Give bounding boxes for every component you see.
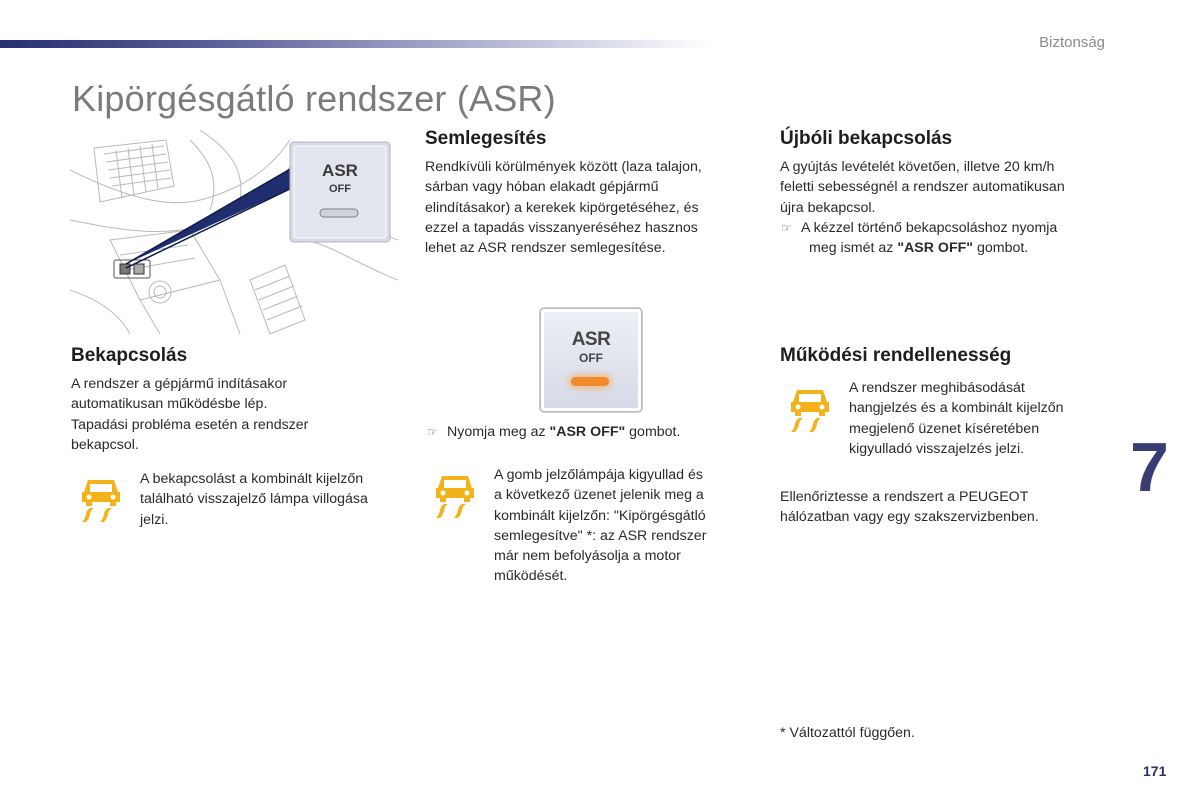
line: hangjelzés és a kombinált kijelzőn [849,400,1064,417]
traction-control-icon [787,386,833,436]
bullet-reactivate-manually [781,218,1101,259]
line: bekapcsol. [71,436,139,453]
page-number: 171 [1143,763,1167,779]
line: működését. [494,568,568,585]
reactivation-text [780,157,1110,218]
section-label: Biztonság [1039,34,1105,51]
neutralization-warning-text [494,465,744,587]
indicator-lamp [571,377,609,386]
line: megjelenő üzenet kíséretében [849,420,1040,437]
dashboard-drawing [70,130,398,334]
bullet-text: meg ismét az [809,240,898,257]
chapter-number: 7 [1130,428,1169,506]
pointer-arrow-icon: ☞ [427,425,438,439]
bullet-text: Nyomja meg az [447,424,550,440]
malfunction-check-text [780,487,1110,528]
traction-control-icon [432,472,478,522]
line: semlegesítve" *: az ASR rendszer [494,527,707,544]
activation-warning-text [140,469,400,530]
line: lehet az ASR rendszer semlegesítése. [425,240,666,257]
line: ezzel a tapadás visszanyeréséhez hasznos [425,219,698,236]
line: sárban vagy hóban elakadt gépjármű [425,179,659,196]
illus-asr-label: ASR [322,161,358,180]
line: feletti sebességnél a rendszer automatikusan [780,179,1065,196]
bullet-text: A kézzel történő bekapcsoláshoz nyomja [801,220,1058,236]
line: a következő üzenet jelenik meg a [494,487,704,504]
bullet-text: gombot. [973,240,1029,257]
bullet-text: gombot. [625,424,681,440]
bullet-strong: "ASR OFF" [549,424,626,440]
pointer-arrow-icon: ☞ [781,221,792,235]
off-label: OFF [579,351,603,365]
heading-neutralization: Semlegesítés [425,128,547,149]
activation-text [71,374,391,455]
line: automatikusan működésbe lép. [71,396,268,413]
dashboard-illustration [70,130,398,334]
line: jelzi. [140,511,169,528]
illus-off-label: OFF [329,183,351,195]
traction-control-icon [78,476,124,526]
line: A rendszer meghibásodását [849,380,1025,396]
line: hálózatban vagy egy szakszervizbenben. [780,509,1039,526]
line: A gomb jelzőlámpája kigyullad és [494,467,703,483]
page-title: Kipörgésgátló rendszer (ASR) [72,78,556,119]
malfunction-warning-text [849,378,1099,459]
line: újra bekapcsol. [780,199,876,216]
heading-activation: Bekapcsolás [71,345,188,366]
asr-label: ASR [571,329,611,350]
bullet-press-asr-off [427,422,680,442]
bullet-strong: "ASR OFF" [897,240,974,257]
line: kigyulladó visszajelzés jelzi. [849,440,1025,457]
line: Tapadási probléma esetén a rendszer [71,416,309,433]
line: Ellenőriztesse a rendszert a PEUGEOT [780,489,1029,505]
neutralization-text [425,157,755,258]
line: A gyújtás levételét követően, illetve 20 km/h [780,159,1055,175]
line: elindításakor) a kerekek kipörgetéséhez, és [425,199,699,216]
heading-malfunction: Működési rendellenesség [780,345,1012,366]
line: található visszajelző lámpa villogása [140,491,368,508]
asr-off-button-lit [540,308,642,412]
footnote: * Változattól függően. [780,725,915,741]
line: már nem befolyásolja a motor [494,548,681,565]
heading-reactivation: Újbóli bekapcsolás [780,128,953,149]
line: Rendkívüli körülmények között (laza talajon, [425,159,702,175]
line: kombinált kijelzőn: "Kipörgésgátló [494,507,706,524]
header-gradient-bar [0,40,710,48]
line: A rendszer a gépjármű indításakor [71,376,288,392]
line: A bekapcsolást a kombinált kijelzőn [140,471,364,487]
